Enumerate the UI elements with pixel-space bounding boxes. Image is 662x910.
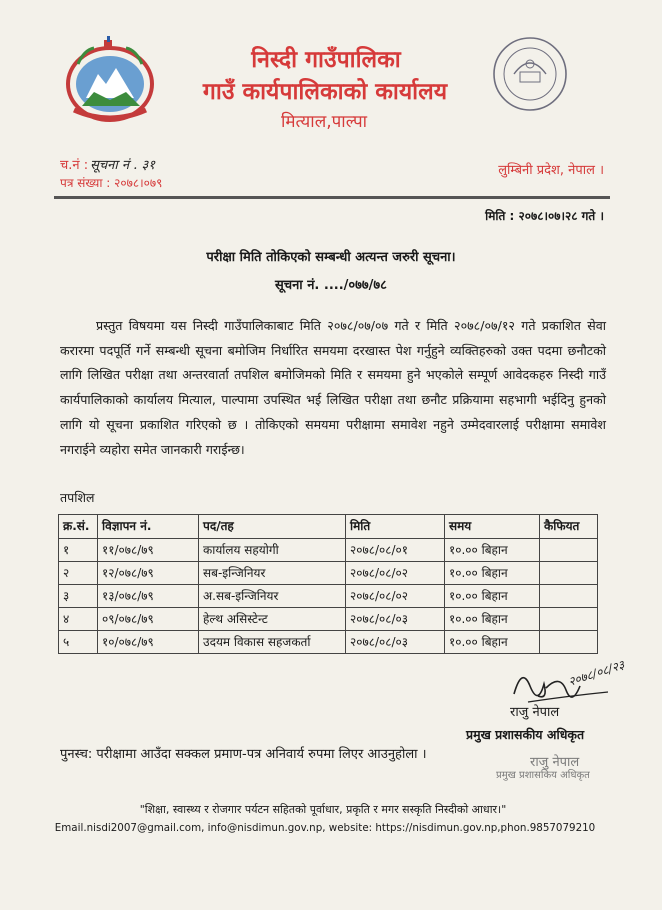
- stamp-name: राजु नेपाल: [530, 755, 580, 770]
- cell-post: हेल्थ असिस्टेन्ट: [199, 608, 346, 631]
- col-header-sn: क्र.सं.: [59, 515, 98, 539]
- cell-remarks: [540, 631, 598, 654]
- footer-contact: Email.nisdi2007@gmail.com, info@nisdimun.gov.np, website: https://nisdimun.gov.np,phon.9857079210: [54, 822, 596, 834]
- office-seal-icon: [490, 34, 570, 114]
- cell-post: कार्यालय सहयोगी: [199, 539, 346, 562]
- exam-schedule-table: [58, 514, 598, 654]
- details-label: तपशिल: [60, 490, 95, 505]
- cell-time: १०.०० बिहान: [445, 631, 540, 654]
- table-header-row: [59, 515, 598, 539]
- cell-date: २०७८/०८/०१: [346, 539, 445, 562]
- table-row: [59, 631, 598, 654]
- cell-ad-no: ११/०७८/७९: [98, 539, 199, 562]
- cell-time: १०.०० बिहान: [445, 562, 540, 585]
- cell-post: सब-इन्जिनियर: [199, 562, 346, 585]
- cell-remarks: [540, 585, 598, 608]
- cell-date: २०७८/०८/०३: [346, 608, 445, 631]
- cell-remarks: [540, 562, 598, 585]
- notice-subject: परीक्षा मिति तोकिएको सम्बन्धी अत्यन्त जरुरी सूचना।: [206, 250, 456, 265]
- footer-motto: "शिक्षा, स्वास्थ्य र रोजगार पर्यटन सहितको पूर्वाधार, प्रकृति र मगर सस्कृति निस्दीको आधार।": [139, 803, 507, 816]
- cell-sn: ३: [59, 585, 98, 608]
- cell-sn: ४: [59, 608, 98, 631]
- letter-number: पत्र संख्या : २०७८।०७९: [60, 176, 163, 190]
- cell-post: अ.सब-इन्जिनियर: [199, 585, 346, 608]
- cell-time: १०.०० बिहान: [445, 539, 540, 562]
- cell-sn: २: [59, 562, 98, 585]
- signature-date: २०७८/०८/२३: [566, 657, 627, 689]
- province-label: लुम्बिनी प्रदेश, नेपाल ।: [498, 163, 604, 178]
- cell-remarks: [540, 608, 598, 631]
- cell-ad-no: १०/०७८/७९: [98, 631, 199, 654]
- cell-sn: ५: [59, 631, 98, 654]
- table-row: [59, 608, 598, 631]
- notice-number: सूचना नं. ..../०७७/७८: [275, 278, 387, 293]
- cell-ad-no: ०९/०७८/७९: [98, 608, 199, 631]
- col-header-date: मिति: [346, 515, 445, 539]
- cell-date: २०७८/०८/०२: [346, 562, 445, 585]
- table-row: [59, 585, 598, 608]
- municipality-name: निस्दी गाउँपालिका: [251, 47, 401, 73]
- col-header-remarks: कैफियत: [540, 515, 598, 539]
- office-name: गाउँ कार्यपालिकाको कार्यालय: [202, 79, 448, 105]
- table-row: [59, 562, 598, 585]
- postscript: पुनस्च: परीक्षामा आउँदा सक्कल प्रमाण-पत्र अनिवार्य रुपमा लिएर आउनुहोला ।: [60, 747, 427, 762]
- col-header-post: पद/तह: [199, 515, 346, 539]
- issue-date: मिति : २०७८।०७।२८ गते ।: [485, 209, 604, 223]
- signer-title: प्रमुख प्रशासकीय अधिकृत: [466, 727, 585, 742]
- reference-number: [60, 155, 155, 173]
- cell-time: १०.०० बिहान: [445, 608, 540, 631]
- cell-ad-no: १२/०७८/७९: [98, 562, 199, 585]
- office-location: मित्याल,पाल्पा: [280, 112, 368, 132]
- cell-remarks: [540, 539, 598, 562]
- signer-name: राजु नेपाल: [510, 705, 560, 720]
- cell-date: २०७८/०८/०२: [346, 585, 445, 608]
- header-divider: [54, 196, 610, 199]
- ref-handwritten: सूचना नं . ३१: [90, 158, 156, 173]
- cell-post: उदयम विकास सहजकर्ता: [199, 631, 346, 654]
- col-header-ad-no: विज्ञापन नं.: [98, 515, 199, 539]
- body-paragraph: प्रस्तुत विषयमा यस निस्दी गाउँपालिकाबाट मिति २०७८/०७/०७ गते र मिति २०७८/०७/१२ गते प्रकाशित सेवा करारमा पदपूर्ति गर्ने सम्बन्धी सूचना बमोजिम निर्धारित समयमा दरखास्त पेश गर्नुहुने व्यक्तिहरुको उक्त पदमा छनौटको लागि लिखित परीक्षा तथा अन्तरवार्ता तपशिल बमोजिमको मिति र समयमा हुने भएकोले सम्पूर्ण आवेदकहरु निस्दी गाउँ कार्यपालिकाको कार्यालय मित्याल, पाल्पामा उपस्थित भई लिखित परीक्षा तथा छनौट प्रक्रियामा सहभागी भईदिनु हुनको लागि यो सूचना प्रकाशित गरिएको छ । तोकिएको समयमा परीक्षामा समावेश नहुने उम्मेदवारलाई परीक्षामा समावेश नगराईने व्यहोरा समेत जानकारी गराईन्छ।: [60, 318, 606, 457]
- ref-prefix: च.नं :: [60, 158, 89, 173]
- cell-date: २०७८/०८/०३: [346, 631, 445, 654]
- notice-body: [60, 314, 606, 462]
- stamp-title: प्रमुख प्रशासकिय अधिकृत: [496, 770, 590, 781]
- cell-time: १०.०० बिहान: [445, 585, 540, 608]
- col-header-time: समय: [445, 515, 540, 539]
- cell-ad-no: १३/०७८/७९: [98, 585, 199, 608]
- table-row: [59, 539, 598, 562]
- cell-sn: १: [59, 539, 98, 562]
